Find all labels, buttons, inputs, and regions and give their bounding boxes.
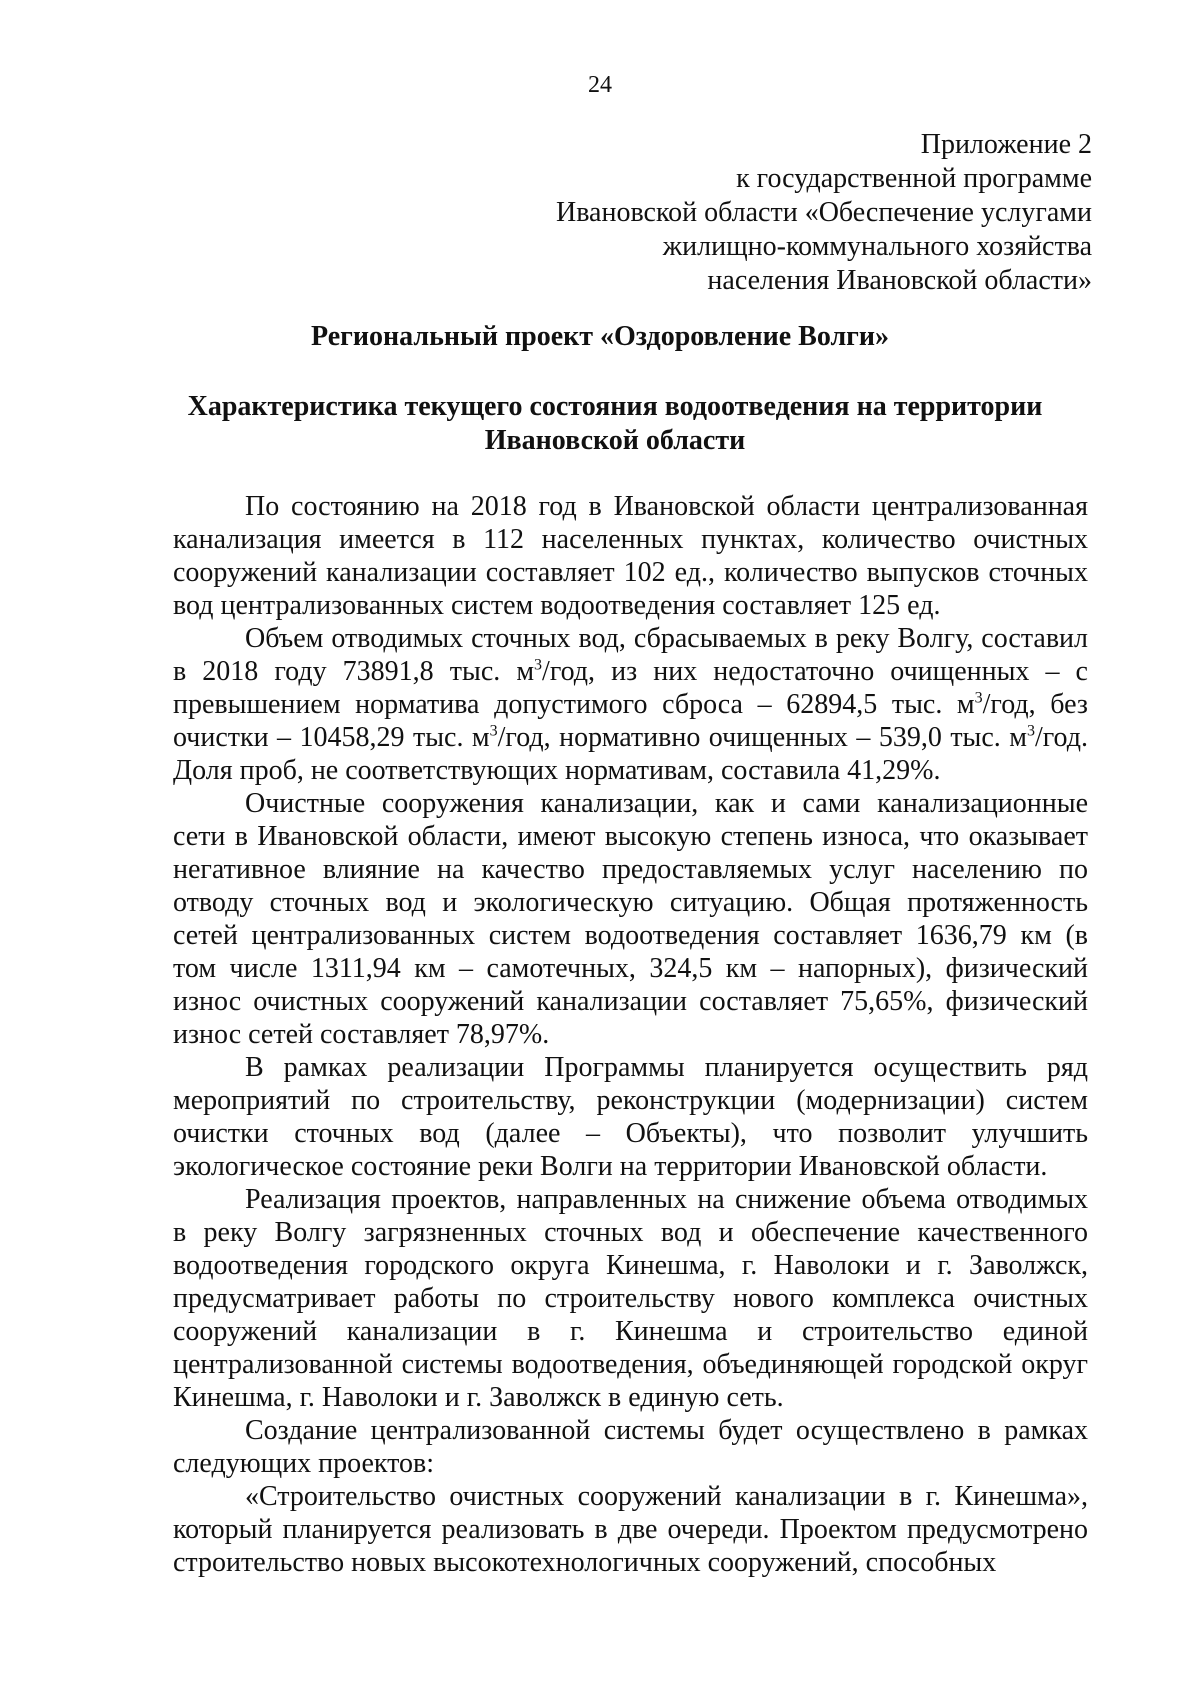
section-title [150,390,1080,458]
appendix-line: жилищно-коммунального хозяйства [662,231,1092,262]
paragraph: По состоянию на 2018 год в Ивановской области централизованная канализация имеется в 112 населенных пунктах, количество очистных сооружений канализации составляет 102 ед., количество выпусков сточных вод централизованных систем водоотведения составляет 125 ед. [173,491,1088,621]
appendix-block [556,128,1092,298]
appendix-line: к государственной программе [736,163,1092,194]
paragraph: Реализация проектов, направленных на снижение объема отводимых в реку Волгу загрязненных сточных вод и обеспечение качественного водоотведения городского округа Кинешма, г. Наволоки и г. Заволжск, предусматривает работы по строительству нового комплекса очистных сооружений канализации в г. Кинешма и строительство единой централизованной системы водоотведения, объединяющей городской округ Кинешма, г. Наволоки и г. Заволжск в единую сеть. [173,1184,1088,1413]
superscript: 3 [1026,722,1035,740]
appendix-line: Приложение 2 [920,129,1092,160]
page-number: 24 [588,72,612,98]
superscript: 3 [489,722,498,740]
text-span: /год. Доля проб, не соответствующих нормативам, составила 41,29%. [173,722,1088,786]
project-title: Региональный проект «Оздоровление Волги» [310,321,890,352]
appendix-line: Ивановской области «Обеспечение услугами [555,197,1092,228]
text-span: Объем отводимых сточных вод, сбрасываемых в реку Волгу, составил в 2018 году 73891,8 тыс. м [173,623,1088,687]
superscript: 3 [534,656,543,674]
superscript: 3 [974,689,983,707]
paragraph-volumes [173,622,1088,787]
paragraph: Очистные сооружения канализации, как и сами канализационные сети в Ивановской области, имеют высокую степень износа, что оказывает негативное влияние на качество предоставляемых услуг населению по отводу сточных вод и экологическую ситуацию. Общая протяженность сетей централизованных систем водоотведения составляет 1636,79 км (в том числе 1311,94 км – самотечных, 324,5 км – напорных), физический износ очистных сооружений канализации составляет 75,65%, физический износ сетей составляет 78,97%. [173,788,1088,1050]
text-span: /год, нормативно очищенных – 539,0 тыс. м [497,722,1027,753]
paragraph: «Строительство очистных сооружений канализации в г. Кинешма», который планируется реализовать в две очереди. Проектом предусмотрено строительство новых высокотехнологичных сооружений, способных [173,1481,1088,1578]
body-text [173,490,1088,1579]
paragraph: Создание централизованной системы будет осуществлено в рамках следующих проектов: [173,1415,1088,1479]
appendix-line: населения Ивановской области» [707,265,1092,296]
text-span: /год, без очистки – 10458,29 тыс. м [173,689,1088,753]
section-title-line: Характеристика текущего состояния водоотведения на территории [187,391,1043,422]
section-title-line: Ивановской области [484,425,746,456]
text-span: /год, из них недостаточно очищенных – с превышением норматива допустимого сброса – 62894,5 тыс. м [173,656,1088,720]
paragraph: В рамках реализации Программы планируется осуществить ряд мероприятий по строительству, реконструкции (модернизации) систем очистки сточных вод (далее – Объекты), что позволит улучшить экологическое состояние реки Волги на территории Ивановской области. [173,1052,1088,1182]
